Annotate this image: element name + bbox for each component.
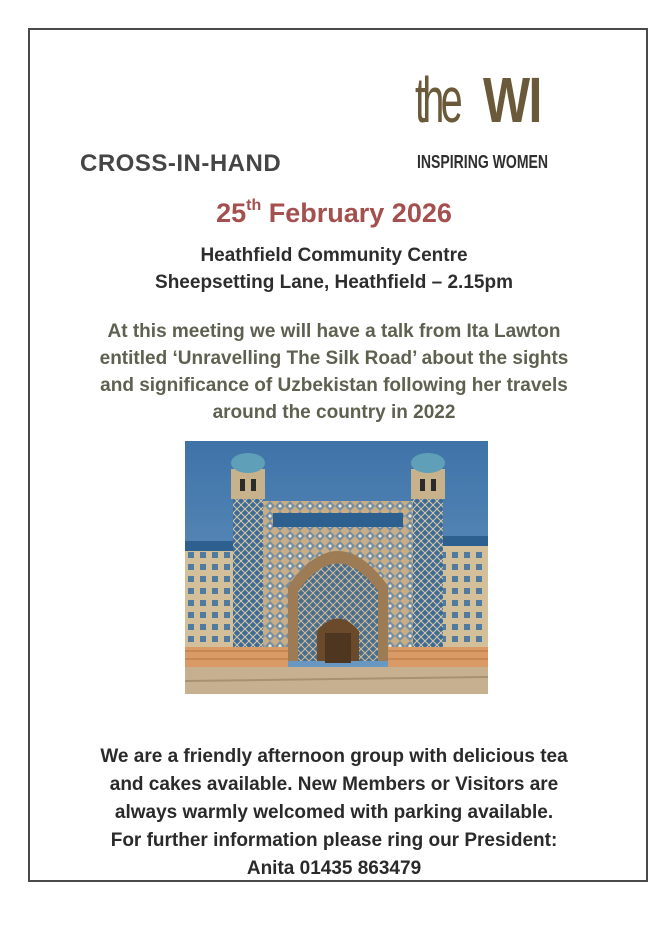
venue: [0, 242, 668, 296]
footer-line: For further information please ring our President:: [110, 830, 558, 851]
footer-line: always warmly welcomed with parking available.: [114, 802, 554, 823]
footer-line: and cakes available. New Members or Visitors are: [109, 774, 559, 795]
venue-line-2: Sheepsetting Lane, Heathfield – 2.15pm: [155, 272, 513, 293]
logo-tagline: INSPIRING WOMEN: [417, 152, 549, 172]
talk-description: [40, 318, 628, 426]
talk-line: around the country in 2022: [212, 402, 456, 423]
event-date: [0, 198, 668, 229]
footer-line: We are a friendly afternoon group with delicious tea: [100, 746, 568, 767]
logo-the: the: [415, 64, 460, 136]
footer-info: [36, 743, 632, 883]
uzbekistan-palace-photo: [185, 441, 488, 694]
logo-wi: WI: [483, 64, 541, 136]
branch-name: CROSS-IN-HAND: [80, 150, 282, 177]
venue-line-1: Heathfield Community Centre: [200, 245, 468, 266]
talk-line: entitled ‘Unravelling The Silk Road’ about the sights: [99, 348, 569, 369]
date-rest: February 2026: [261, 198, 452, 228]
talk-line: and significance of Uzbekistan following her travels: [100, 375, 568, 396]
date-day: 25: [216, 198, 247, 228]
talk-line: At this meeting we will have a talk from Ita Lawton: [107, 321, 561, 342]
date-suffix: th: [246, 197, 262, 214]
president-contact: Anita 01435 863479: [246, 858, 422, 879]
